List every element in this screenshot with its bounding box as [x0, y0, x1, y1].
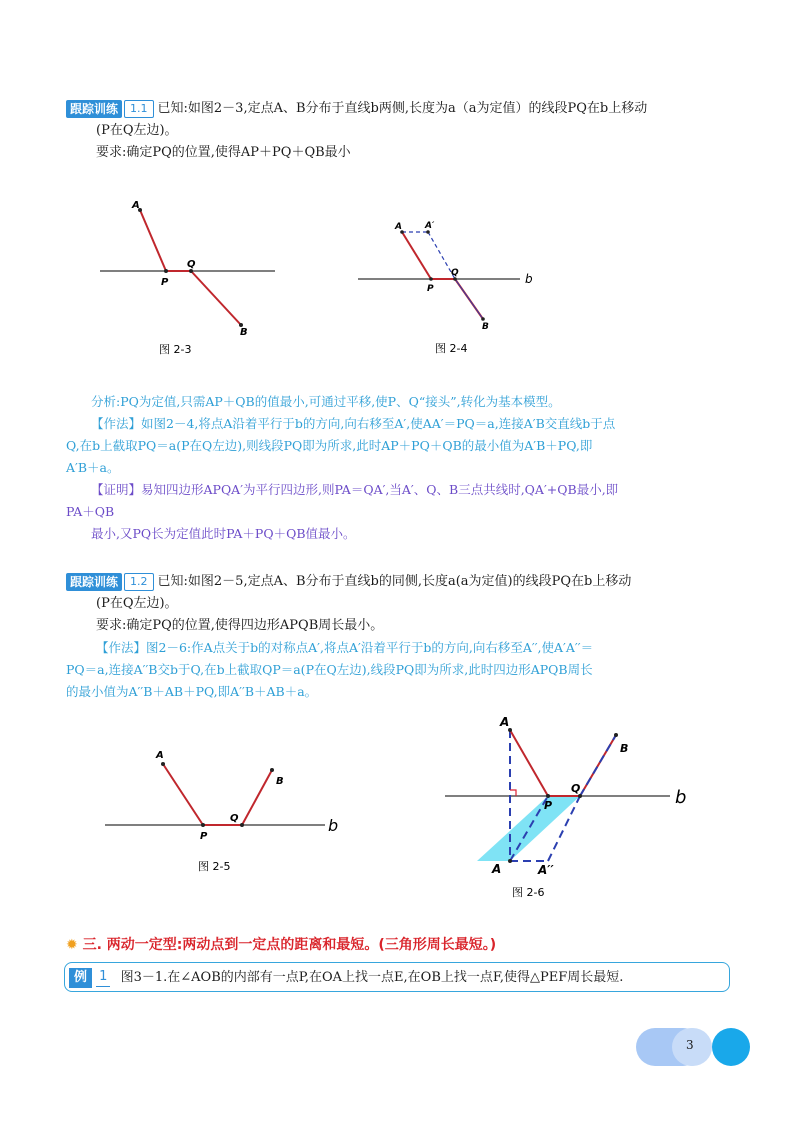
point-Q	[240, 823, 244, 827]
requirement-text: 要求:确定PQ的位置,使得四边形APQB周长最小。	[96, 618, 384, 633]
label-B: B	[240, 327, 248, 338]
section-heading	[66, 934, 496, 954]
proof-text-end: 最小,又PQ长为定值此时PA＋PQ＋QB值最小。	[91, 526, 356, 541]
segment-AP	[510, 730, 548, 796]
section-num: 1.2	[124, 573, 154, 591]
label-Q: Q	[230, 813, 239, 824]
method-text-end: 的最小值为A′′B＋AB＋PQ,即A′′B＋AB＋a。	[66, 684, 318, 699]
segment-AP	[402, 232, 431, 279]
section-tag: 跟踪训练	[66, 100, 122, 118]
label-A: A	[395, 222, 402, 232]
problem-text-cont: (P在Q左边)。	[96, 596, 178, 611]
label-A1: A′	[425, 221, 435, 231]
label-P: P	[161, 277, 169, 288]
label-b: b	[525, 272, 533, 286]
label-A1: A	[492, 862, 502, 876]
method-text-cont: PQ＝a,连接A′′B交b于Q,在b上截取QP＝a(P在Q左边),线段PQ即为所求,此时四边形APQB周长	[66, 662, 593, 677]
figure-2-5	[100, 740, 350, 880]
page-badge-right	[712, 1028, 750, 1066]
label-A: A	[500, 715, 510, 729]
caption-2-5: 图 2-5	[198, 860, 231, 873]
label-B: B	[276, 776, 284, 787]
section-tag: 跟踪训练	[66, 573, 122, 591]
label-b: b	[328, 816, 339, 835]
sun-icon: ✹	[66, 937, 78, 953]
segment-QB	[191, 271, 241, 325]
segment-QB-overlay	[455, 279, 483, 319]
label-Q: Q	[571, 782, 581, 795]
section-1-1	[66, 98, 736, 164]
problem-text-cont: (P在Q左边)。	[96, 123, 178, 138]
label-P: P	[544, 799, 553, 812]
point-P	[546, 794, 550, 798]
section-1-2	[66, 571, 736, 703]
parallelogram-fill	[477, 796, 580, 861]
label-B: B	[482, 322, 489, 332]
point-B	[481, 317, 485, 321]
segment-AP	[163, 764, 203, 825]
label-A: A	[132, 200, 140, 211]
figure-2-6	[440, 708, 700, 908]
example-text: 图3－1.在∠AOB的内部有一点P,在OA上找一点E,在OB上找一点F,使得△PEF周长最短.	[120, 970, 624, 985]
point-A	[161, 762, 165, 766]
analysis-block	[66, 391, 736, 545]
point-A1	[508, 859, 512, 863]
requirement-text: 要求:确定PQ的位置,使得AP＋PQ＋QB最小	[96, 145, 351, 160]
analysis-text: 分析:PQ为定值,只需AP＋QB的值最小,可通过平移,使P、Q“接头”,转化为基本模型。	[91, 394, 561, 409]
segment-QB	[580, 735, 616, 796]
section-heading-text: 三. 两动一定型:两动点到一定点的距离和最短。(三角形周长最短。)	[82, 937, 497, 953]
page-number: 3	[686, 1038, 694, 1052]
caption-2-4: 图 2-4	[435, 342, 468, 355]
point-B	[614, 733, 618, 737]
point-P	[164, 269, 168, 273]
label-A: A	[156, 750, 164, 761]
section-num: 1.1	[124, 100, 154, 118]
segment-QB	[242, 770, 272, 825]
problem-text: 已知:如图2－3,定点A、B分布于直线b两侧,长度为a（a为定值）的线段PQ在b上移动	[157, 101, 648, 116]
label-Q: Q	[451, 268, 459, 278]
method-text: 【作法】图2－6:作A点关于b的对称点A′,将点A′沿着平行于b的方向,向右移至A′′,使A′A′′＝	[96, 640, 594, 655]
label-P: P	[200, 831, 208, 842]
label-P: P	[427, 284, 434, 294]
method-text-cont: Q,在b上截取PQ＝a(P在Q左边),则线段PQ即为所求,此时AP＋PQ＋QB的最小值为A′B＋PQ,即	[66, 438, 593, 453]
method-text-end: A′B＋a。	[66, 460, 120, 475]
label-b: b	[675, 787, 687, 808]
point-B	[270, 768, 274, 772]
caption-2-6: 图 2-6	[512, 886, 545, 899]
point-P	[429, 277, 433, 281]
figure-2-3	[95, 190, 285, 365]
label-B: B	[620, 742, 629, 755]
proof-text: 【证明】易知四边形APQA′为平行四边形,则PA＝QA′,当A′、Q、B三点共线时,QA′+QB最小,即	[91, 482, 619, 497]
problem-text: 已知:如图2－5,定点A、B分布于直线b的同侧,长度a(a为定值)的线段PQ在b上移动	[157, 574, 632, 589]
method-text: 【作法】如图2－4,将点A沿着平行于b的方向,向右移至A′,使AA′＝PQ＝a,连接A′B交直线b于点	[91, 416, 616, 431]
segment-AP	[140, 210, 166, 271]
label-Q: Q	[187, 259, 196, 270]
example-tag: 例	[69, 968, 92, 988]
caption-2-3: 图 2-3	[159, 343, 192, 356]
proof-text-cont: PA＋QB	[66, 504, 115, 519]
example-num: 1	[96, 968, 110, 987]
example-box	[64, 962, 730, 992]
point-P	[201, 823, 205, 827]
figure-2-4	[355, 212, 555, 362]
label-A2: A′′	[538, 863, 554, 877]
